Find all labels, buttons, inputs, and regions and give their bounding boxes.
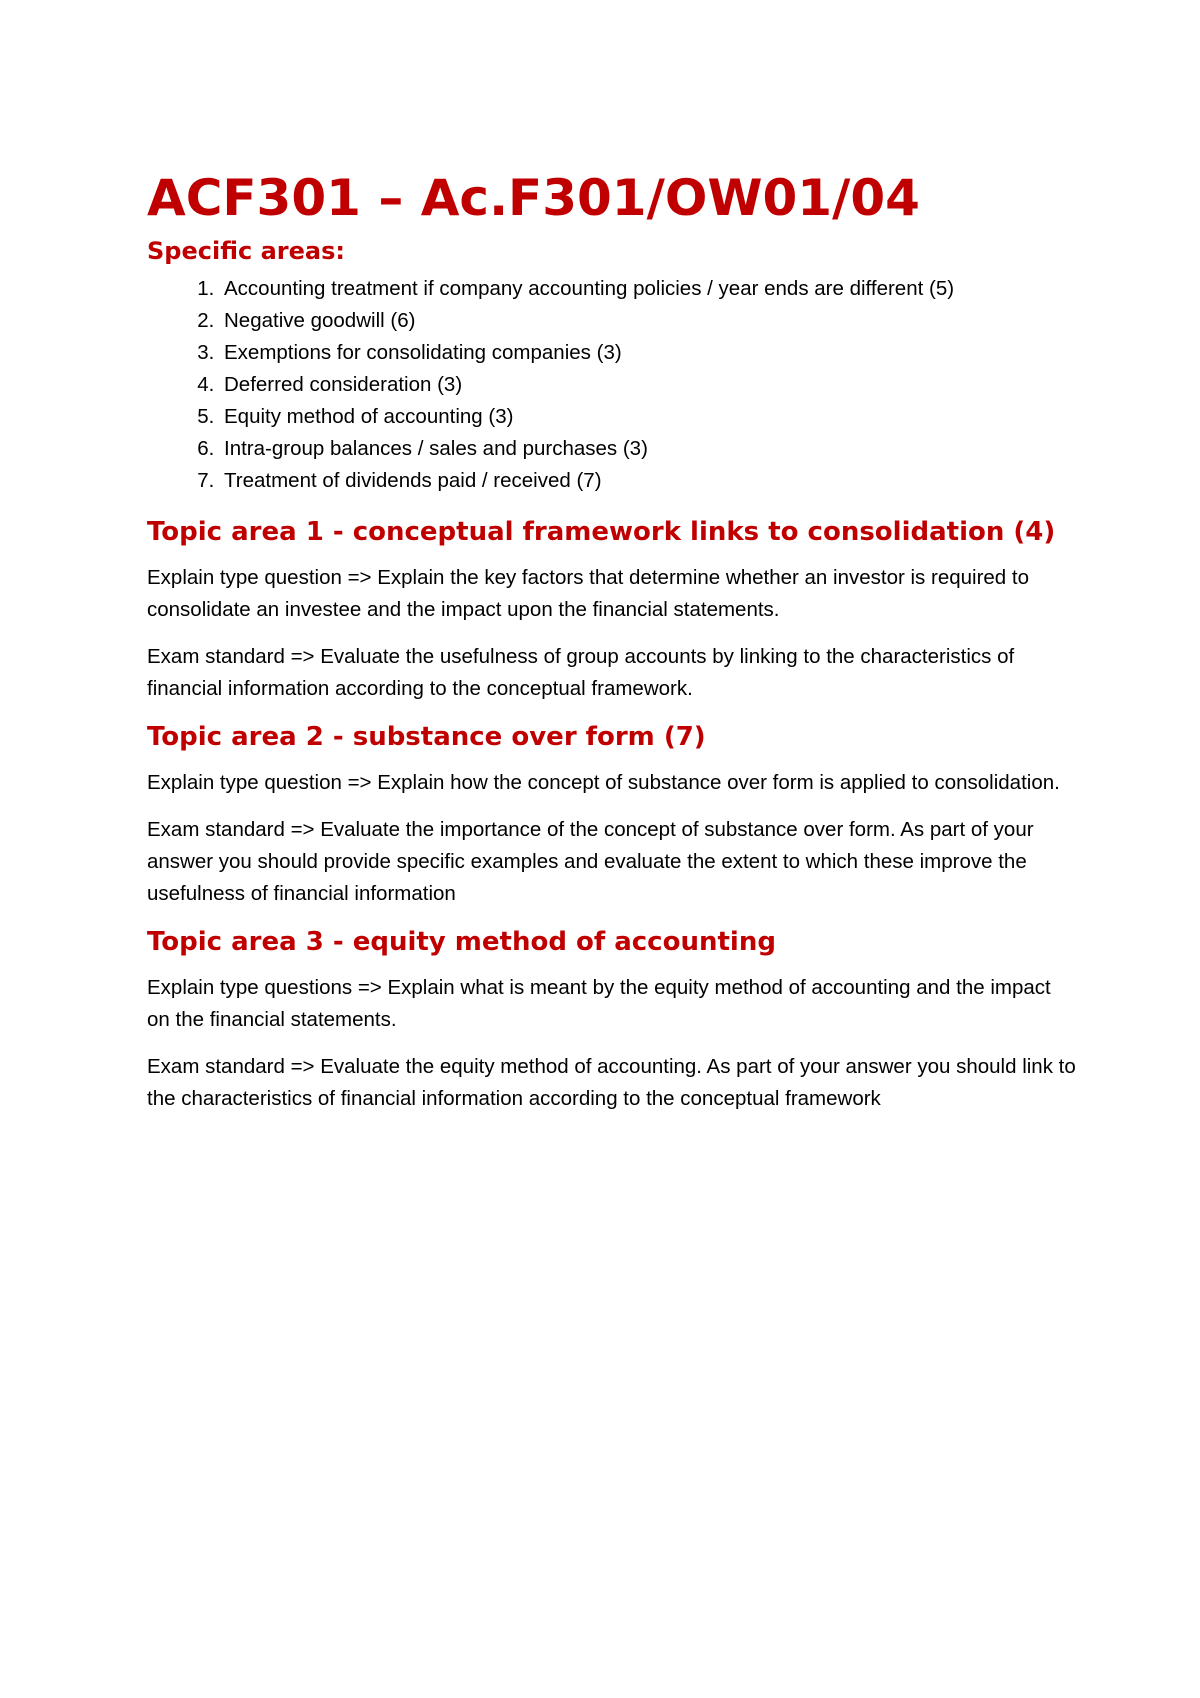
document-title: ACF301 – Ac.F301/OW01/04 [147,169,920,227]
exam-standard: Exam standard => Evaluate the equity method of accounting. As part of your answer you should link to the characteristics of financial information according to the conceptual framework [147,1055,1076,1111]
specific-areas-list [147,273,1077,497]
explain-question: Explain type questions => Explain what is meant by the equity method of accounting and the impact on the financial statements. [147,976,1051,1032]
explain-question: Explain type question => Explain the key factors that determine whether an investor is required to consolidate an investee and the impact upon the financial statements. [147,566,1030,622]
specific-areas-heading: Specific areas: [147,237,345,265]
list-item: 1. Accounting treatment if company accounting policies / year ends are different (5) [220,273,1077,305]
exam-standard: Exam standard => Evaluate the importance of the concept of substance over form. As part of your answer you should provide specific examples and evaluate the extent to which these improve the usefulness of financial information [147,818,1034,906]
list-item: 5. Equity method of accounting (3) [220,401,1077,433]
topic-area-3 [147,925,1077,1115]
explain-question: Explain type question => Explain how the concept of substance over form is applied to consolidation. [147,771,1060,795]
list-item: 7. Treatment of dividends paid / received (7) [220,465,1077,497]
document-page [147,168,1077,1130]
exam-standard: Exam standard => Evaluate the usefulness of group accounts by linking to the characteristics of financial information according to the conceptual framework. [147,645,1015,701]
list-item: 6. Intra-group balances / sales and purchases (3) [220,433,1077,465]
topic-heading: Topic area 3 - equity method of accounting [147,927,776,958]
list-item: 2. Negative goodwill (6) [220,305,1077,337]
topic-area-2 [147,720,1077,910]
list-item: 3. Exemptions for consolidating companies (3) [220,337,1077,369]
topic-heading: Topic area 1 - conceptual framework links to consolidation (4) [147,517,1056,548]
list-item: 4. Deferred consideration (3) [220,369,1077,401]
topic-heading: Topic area 2 - substance over form (7) [147,722,706,753]
topic-area-1 [147,515,1077,705]
